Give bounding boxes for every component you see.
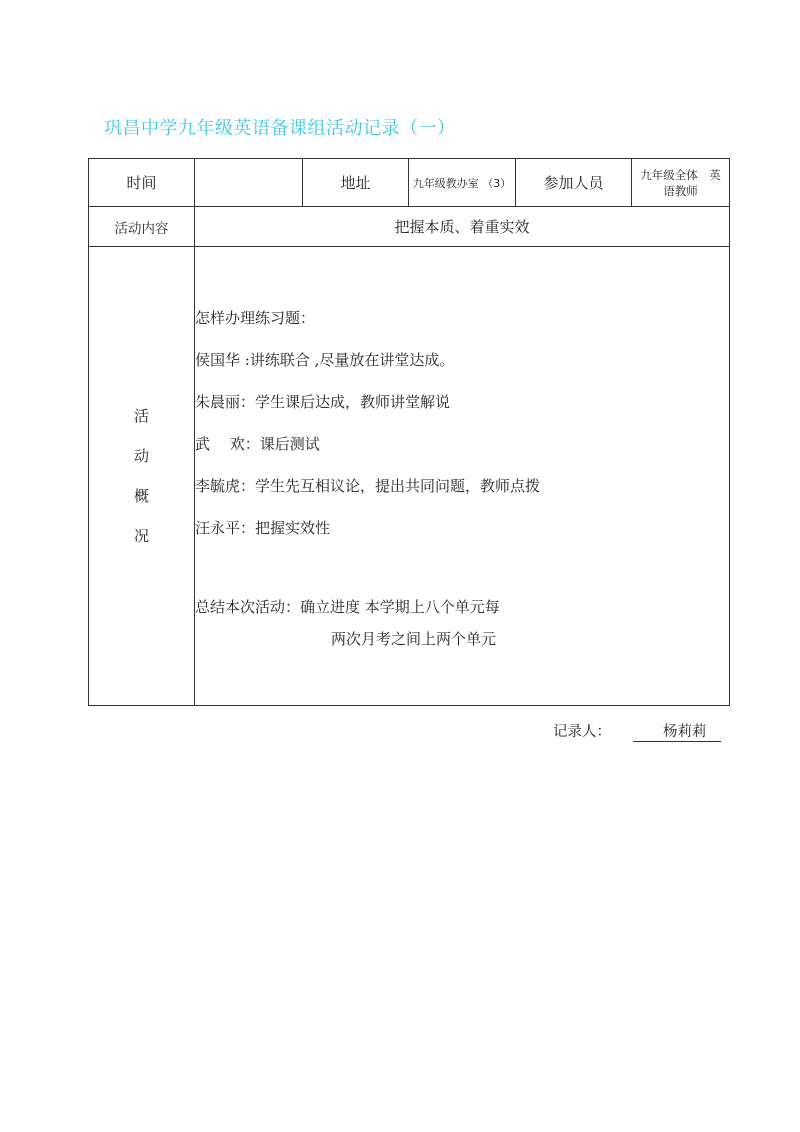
document-title: 巩昌中学九年级英语备课组活动记录（一） [104,118,456,139]
recorder-label: 记录人： [553,724,611,740]
time-label: 时间 [126,174,157,192]
address-label-cell [303,159,409,207]
summary-label-char: 况 [133,527,149,545]
summary-content-cell [195,247,730,706]
content-value: 把握本质、着重实效 [394,218,530,236]
conclusion-line: 两次月考之间上两个单元 [331,630,497,648]
content-row [89,207,730,247]
summary-spacer [195,549,729,591]
address-value-cell [409,159,516,207]
summary-line: 汪永平：把握实效性 [195,519,331,537]
summary-label-char: 活 [133,407,149,425]
summary-line: 朱晨丽：学生课后达成，教师讲堂解说 [195,393,451,411]
participants-label-cell [516,159,632,207]
summary-line: 侯国华 :讲练联合 ,尽量放在讲堂达成。 [195,351,455,369]
time-value-cell [195,159,303,207]
activity-record-table [88,158,730,706]
content-value-cell [195,207,730,247]
participants-value-cell [632,159,730,207]
recorder-signature [553,720,721,742]
summary-row [89,247,730,706]
summary-line: 武 欢：课后测试 [195,435,320,453]
participants-value-line1: 九年级全体 英 [640,167,721,182]
summary-label-char: 动 [133,447,149,465]
content-label: 活动内容 [114,220,169,237]
summary-line: 怎样办理练习题： [195,309,316,327]
header-row [89,159,730,207]
participants-label: 参加人员 [543,174,604,192]
time-label-cell [89,159,195,207]
recorder-name: 杨莉莉 [633,723,721,742]
participants-value-line2: 语教师 [663,183,698,198]
summary-line: 李毓虎：学生先互相议论，提出共同问题，教师点拨 [195,477,541,495]
address-value: 九年级教办室 （3） [412,176,512,190]
conclusion-line: 总结本次活动：确立进度 本学期上八个单元每 [195,598,500,616]
address-label: 地址 [340,174,371,192]
content-label-cell [89,207,195,247]
summary-label-char: 概 [133,487,149,505]
summary-label-cell [89,247,195,706]
